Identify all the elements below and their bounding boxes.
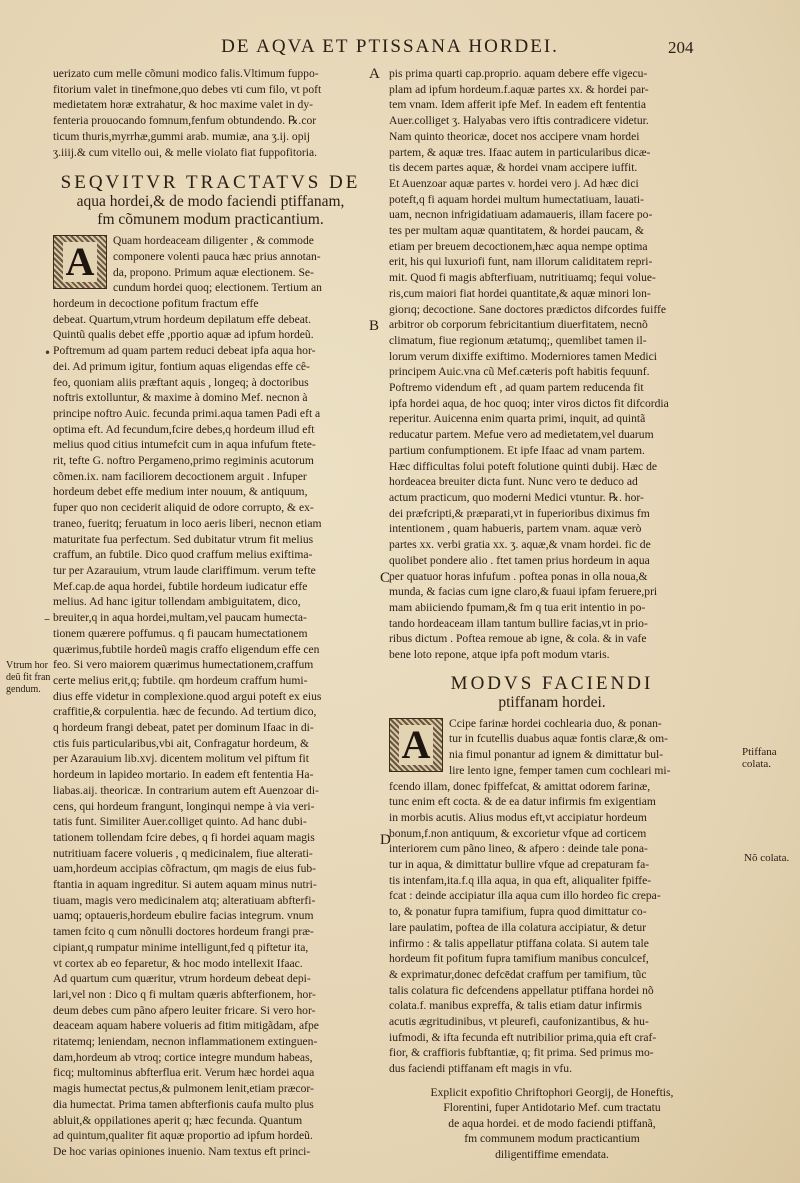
margin-note-line: gendum. xyxy=(6,684,41,695)
text-line: erit, his qui luxuriofi funt, nam illorum caliditatem repri- xyxy=(389,255,653,269)
explicit-colophon xyxy=(389,1085,715,1163)
decorated-initial xyxy=(389,718,443,772)
text-line: Auer.colliget ʒ. Halyabas vero iftis contradicere videtur. xyxy=(389,114,649,128)
explicit-line: diligentiffime emendata. xyxy=(495,1147,609,1161)
text-line: De hoc varias opiniones inuenio. Nam textus eft princi- xyxy=(53,1145,311,1158)
text-line: intentionem , quam habueris, partem vnam. aquæ verò xyxy=(389,522,642,536)
margin-note-ptissana-colata xyxy=(742,746,796,770)
text-line: nutritiuam facere volueris , q medicinalem, fiue alterati- xyxy=(53,846,313,860)
text-line: lare paulatim, poftea de illa colatura accipiatur, & detur xyxy=(389,920,647,934)
text-line: arbitror ob corporum febricitantium diuerfitatem, necnõ xyxy=(389,318,648,332)
text-line: & exprimatur,donec defcēdat craffum per tamifium, tũc xyxy=(389,967,647,981)
text-line: ticum thuris,myrrhæ,gummi arab. mumiæ, ana ʒ.ij. opij xyxy=(53,129,310,143)
text-line: partem, & aquæ tres. Ifaac autem in particularibus dicæ- xyxy=(389,145,651,159)
text-line: reducatur partem. Mefue vero ad medietatem,vel duarum xyxy=(389,428,654,442)
text-line: Poftremum ad quam partem reduci debeat ipfa aqua hor- xyxy=(53,344,316,358)
margin-note-non-colata xyxy=(744,852,800,864)
text-line: uam, necnon infrigidatiuam adamaueris, illam facere po- xyxy=(389,208,653,222)
text-line: uam,hordeum accipias cõfractum, qm magis de eius fub- xyxy=(53,862,317,876)
text-line: Poftremo videndum eft , ad quam partem reducenda fit xyxy=(389,381,644,395)
text-line: poteft,q fi aquam hordei multum humectatiuam, lauati- xyxy=(389,192,644,206)
text-line: talis colatura fic defcendens appellatur ptiffana hordei nõ xyxy=(389,983,654,997)
text-line: ficq; multominus abfterflua erit. Verum hæc hordei aqua xyxy=(53,1066,315,1080)
text-line: nia fimul ponantur ad ignem & dimittatur bul- xyxy=(449,748,664,762)
page-number: 204 xyxy=(668,38,694,57)
text-line: liabas.aij. theoricæ. In contrarium autem eft Auenzoar di- xyxy=(53,783,319,797)
method-title-line: ptiffanam hordei. xyxy=(498,693,606,711)
text-line: ʒ.iiij.& cum vitello oui, & melle violato fiat fuppofitoria. xyxy=(53,145,318,159)
text-line: certe melius erit,q; fubtile. qm hordeum craffum humi- xyxy=(53,673,308,687)
text-line: lorum verum dixiffe exiftimo. Moderniores tamen Medici xyxy=(389,349,657,363)
margin-mark: • xyxy=(44,346,52,360)
text-line: da, propono. Primum aquæ electionem. Se- xyxy=(113,265,314,279)
margin-note-line: colata. xyxy=(742,758,772,770)
text-line: principe noftro Auic. fecunda primi.aqua tamen Padi eft a xyxy=(53,406,321,420)
text-line: noftris extolluntur, & maxime à domino Mef. necnon à xyxy=(53,391,308,405)
method-title xyxy=(389,673,715,712)
text-line: lire lento igne, femper tamen cum cochleari mi- xyxy=(449,763,671,777)
treatise-title-line: fm cõmunem modum practicantium. xyxy=(97,211,324,229)
text-line: tionem quærere poffumus. q fi paucam humectationem xyxy=(53,626,308,640)
text-line: tatis funt. Similiter Auer.colliget quinto. Ad hanc dubi- xyxy=(53,815,307,829)
explicit-line: de aqua hordei. et de modo faciendi ptiffanã, xyxy=(448,1116,656,1130)
decorated-initial xyxy=(53,235,107,289)
text-line: ribus dictum . Poftea remoue ab igne, & cola. & in vafe xyxy=(389,632,647,646)
text-line: fenteria prouocando fomnum,fenfum obtundendo. ℞.cor xyxy=(53,114,317,128)
text-line: tiuam, magis vero medicinalem atq; alteratiuam abfterfi- xyxy=(53,893,316,907)
text-line: craffitie,& corpulentia. hæc de fecundo. Ad tertium dico, xyxy=(53,705,317,719)
text-line: Mef.cap.de aqua hordei, fubtile hordeum iudicatur effe xyxy=(53,579,308,593)
text-line: dam,hordeum ab vtroq; cortice integre mundum habeas, xyxy=(53,1050,313,1064)
text-line: deum debes cum pãno afpero leuiter fricare. Si vero hor- xyxy=(53,1003,316,1017)
text-line: in morbis acutis. Alius modus eft,vt accipiatur hordeum xyxy=(389,810,647,824)
text-line: quolibet pondere alio . ftet tamen prius hordeum in aqua xyxy=(389,553,650,567)
text-line: lari,vel non : Dico q fi multam quæris abfterfionem, hor- xyxy=(53,987,316,1001)
text-line: tem vnam. Idem afferit ipfe Mef. In eadem eft fententia xyxy=(389,98,646,112)
text-line: interiorem cum pãno lineo, & afpero : deinde tale pona- xyxy=(389,842,648,856)
text-line: plam ad ipfum hordeum.f.aquæ partes xx. & hordei par- xyxy=(389,82,649,96)
margin-mark: – xyxy=(44,612,50,626)
text-line: deaceam aquam habere volueris ad fitim mitigãdam, afpe xyxy=(53,1019,319,1033)
text-line: mit. Quod fi magis abfterfiuam, nutritiuamq; fequi volue- xyxy=(389,271,656,285)
text-line: optima eft. Ad fecundum,fcire debes,q hordeum illud eft xyxy=(53,422,315,436)
text-line: melius. Ad hanc igitur tollendam ambiguitatem, dico, xyxy=(53,595,301,609)
text-line: fior, & craffioris fubftantiæ, q; fit prima. Sed primus mo- xyxy=(389,1046,654,1060)
text-line: tur per Azarauium, vtrum laude clariffimum. verum tefte xyxy=(53,563,316,577)
text-line: rit, tefte G. noftro Pergameno,primo regiminis acutorum xyxy=(53,454,314,468)
text-line: cundum hordei quoq; electionem. Tertium an xyxy=(113,281,322,295)
text-line: acutis ægritudinibus, vt pleurefi, caufonizantibus, & hu- xyxy=(389,1015,649,1029)
text-line: feo, quoniam aliis præftant aquis , longeq; à doctoribus xyxy=(53,375,309,389)
running-header: DE AQVA ET PTISSANA HORDEI. xyxy=(221,36,559,57)
right-column xyxy=(389,66,715,1162)
text-line: hordeacea breuiter dicta funt. Nunc vero te deduco ad xyxy=(389,475,638,489)
text-line: pis prima quarti cap.proprio. aquam debere effe vigecu- xyxy=(389,67,648,80)
treatise-title xyxy=(53,172,368,229)
text-line: tando hordeaceam illam tantum bullire facias,vt in prio- xyxy=(389,616,648,630)
text-line: dei. Ad primum igitur, fontium aquas eligendas effe cê- xyxy=(53,359,310,373)
margin-note-left xyxy=(6,660,52,696)
left-column xyxy=(53,66,368,1160)
text-line: debeat. Quartum,vtrum hordeum depilatum effe debeat. xyxy=(53,312,311,326)
text-line: hordeum fit pofitum fupra tamifium manibus conculcef, xyxy=(389,952,649,966)
text-line: per Azarauium lib.xvj. dicentem molitum vel piftum fit xyxy=(53,752,309,766)
text-line: fitorium valet in tinefmone,quo debes vti cum filo, vt poft xyxy=(53,82,322,96)
text-line: uamq; optaueris,hordeum ebulire facias integrum. vnum xyxy=(53,909,314,923)
text-line: Et Auenzoar aquæ partes v. hordei vero j. Ad hæc dici xyxy=(389,176,639,190)
text-line: hordeum in decoctione pofitum fractum effe xyxy=(53,297,259,311)
text-line: tis intenfam,ita.f.q illa aqua, in qua eft, aliqualiter fpiffe- xyxy=(389,873,652,887)
text-line: cõmen.ix. nam faciliorem decoctionem arguit . Infuper xyxy=(53,469,307,483)
treatise-body xyxy=(53,233,368,1159)
text-line: dus faciendi ptiffanam eft magis in vfu. xyxy=(389,1062,572,1076)
text-line: fcendo illam, donec fpiffefcat, & amittat odorem farinæ, xyxy=(389,779,651,793)
text-line: actum practicum, quo moderni Medici vtuntur. ℞. hor- xyxy=(389,490,644,504)
text-line: uerizato cum melle cõmuni modico falis.Vltimum fuppo- xyxy=(53,67,319,80)
text-line: giorıq; decoctione. Sane doctores prædictos difcordes fuiffe xyxy=(389,302,666,316)
text-line: Ccipe farinæ hordei cochlearia duo, & ponan- xyxy=(449,716,662,730)
section-letter-c: C xyxy=(380,570,391,586)
initial-letter: A xyxy=(399,725,434,765)
text-line: dei præfcripti,& præparati,vt in fuperioribus diximus fm xyxy=(389,506,650,520)
text-line: tes per multam aquæ quantitatem, & hordei paucam, & xyxy=(389,224,644,238)
initial-letter: A xyxy=(63,242,98,282)
text-line: tur in fcutellis duabus aquæ fontis claræ,& om- xyxy=(449,732,668,746)
text-line: per quatuor horas infufum . poftea ponas in olla noua,& xyxy=(389,569,648,583)
text-line: iufmodi, & ifta fecunda eft nutribilior prima,quia eft craf- xyxy=(389,1030,657,1044)
explicit-line: Explicit expofitio Chriftophori Georgij, de Honeftis, xyxy=(430,1085,674,1099)
text-line: etiam per breuem decoctionem,hæc aqua nempe optima xyxy=(389,239,648,253)
text-line: craffum, an fubtile. Dico quod craffum melius exiftima- xyxy=(53,548,313,562)
text-line: ctis fuis particularibus,vbi ait, Confragatur hordeum, & xyxy=(53,736,309,750)
text-line: abluit,& oppilationes aperit q; hæc fecunda. Quantum xyxy=(53,1113,303,1127)
treatise-body-continued xyxy=(389,66,715,663)
text-line: partium confumptionem. Et ipfe Ifaac ad vnam partem. xyxy=(389,443,645,457)
text-line: mam abiiciendo fpumam,& fm q tua erit intentio in po- xyxy=(389,600,646,614)
text-line: dius effe videtur in complexione.quod argui poteft ex eius xyxy=(53,689,322,703)
text-line: fcat : deinde accipiatur illa aqua cum illo hordeo fic crepa- xyxy=(389,889,661,903)
explicit-line: fm communem modum practicantium xyxy=(464,1132,640,1146)
text-line: fuper quo non ceciderit aliquid de odore corrupto, & ex- xyxy=(53,501,314,515)
section-letter-a: A xyxy=(369,66,380,82)
text-line: to, & ponatur fupra tamifium, fupra quod dimittatur co- xyxy=(389,905,647,919)
text-line: tamen fcito q cum nõnulli doctores hordeum frangi præ- xyxy=(53,925,314,939)
margin-note-line: deũ fit fran xyxy=(6,672,51,683)
text-line: medietatem horæ extrahatur, & hoc maxime valet in dy- xyxy=(53,98,313,112)
text-line: Nam quinto theoricæ, docet nos accipere vnam hordei xyxy=(389,129,640,143)
text-line: vt cortex ab eo feparetur, & hoc modo intellexit Ifaac. xyxy=(53,956,303,970)
text-line: munda, & facias cum igne claro,& fuaui ipfam feruere,pri xyxy=(389,585,658,599)
text-line: q hordeum frangi debeat, patet per dominum Ifaac in di- xyxy=(53,721,314,735)
text-line: hordeum debet effe medium inter nouum, & antiquum, xyxy=(53,485,308,499)
text-line: bonum,f.non antiquum, & excorietur vfque ad corticem xyxy=(389,826,647,840)
text-line: cipiant,q rumpatur minime intelligunt,fed q piftetur ita, xyxy=(53,940,309,954)
text-line: tunc enim eft cocta. & de ea datur infirmis fm exigentiam xyxy=(389,795,656,809)
treatise-title-line: SEQVITVR TRACTATVS DE xyxy=(60,172,361,194)
text-line: ritatemq; leniendam, necnon inflammationem extinguen- xyxy=(53,1035,318,1049)
section-letter-b: B xyxy=(369,318,380,334)
text-line: tis decem partes aquæ, & hordei vnam accipere iuffit. xyxy=(389,161,638,175)
text-line: reperitur. Auicenna enim quarta primi, inquit, ad quintã xyxy=(389,412,646,426)
text-line: tationem tollendam fcire debes, q fi hordei aquam magis xyxy=(53,830,315,844)
text-line: tur in aqua, & dimittatur bullire vfque ad crepaturam fa- xyxy=(389,858,650,872)
text-line: componere volenti pauca hæc prius annotan- xyxy=(113,249,321,263)
text-line: dia humectat. Prima tamen abfterfionis caufa multo plus xyxy=(53,1097,314,1111)
margin-note-line: Ptiffana xyxy=(742,746,777,758)
text-line: colata.f. manibus expreffa, & talis etiam datur infirmis xyxy=(389,999,642,1013)
text-line: ris,cum maiori fiat hordei quantitate,& aquæ minori lon- xyxy=(389,286,651,300)
text-line: maturitate fua perfectum. Sed dubitatur vtrum fit melius xyxy=(53,532,314,546)
text-line: cens, qui hordeum frangunt, longinqui nempe à via veri- xyxy=(53,799,315,813)
text-line: infirmo : & talis appellatur ptiffana colata. Si autem tale xyxy=(389,936,649,950)
text-line: Quam hordeaceam diligenter , & commode xyxy=(113,234,314,248)
text-line: climatum, fiue regionum ætatumq;, quemlibet tamen il- xyxy=(389,333,647,347)
text-line: feo. Si vero maiorem quærimus humectationem,craffum xyxy=(53,658,314,672)
margin-note-line: Nõ colata. xyxy=(744,852,790,864)
text-line: hordeum in lapideo mortario. In eadem eft fententia Ha- xyxy=(53,768,314,782)
text-line: Quintũ qualis debet effe ,pportio aquæ ad ipfum hordeũ. xyxy=(53,328,314,342)
text-line: melius quod citius intumefcit cum in aqua infufum ftete- xyxy=(53,438,316,452)
text-line: ftantia in aquam ingreditur. Si autem aquam minus nutri- xyxy=(53,878,317,892)
text-line: Hæc difficultas folui poteft folutione quinti dubij. Hæc de xyxy=(389,459,658,473)
explicit-line: Florentini, fuper Antidotario Mef. cum tractatu xyxy=(443,1101,661,1115)
text-line: partes xx. verbi gratia xx. ʒ. aquæ,& vnam hordei. fic de xyxy=(389,538,651,552)
text-line: principem Auic.vna cũ Mef.cæteris poft habitis fequunf. xyxy=(389,365,650,379)
text-line: quærimus,fubtile hordeũ magis craffo eligendum effe cen xyxy=(53,642,320,656)
margin-note-line: Vtrum hor xyxy=(6,660,48,671)
method-title-line: MODVS FACIENDI xyxy=(450,672,654,694)
text-line: breuiter,q in aqua hordei,multam,vel paucam humecta- xyxy=(53,611,307,625)
text-line: ipfa hordei aqua, de hoc quoq; inter viros dictos fit difcordia xyxy=(389,396,669,410)
treatise-title-line: aqua hordei,& de modo faciendi ptiffanam, xyxy=(76,193,345,211)
section-letter-d: D xyxy=(380,832,391,848)
text-line: magis humectat pectus,& pulmonem lenit,etiam præcor- xyxy=(53,1082,314,1096)
text-line: Ad quartum cum quæritur, vtrum hordeum debeat depi- xyxy=(53,972,311,986)
text-line: bene loto repone, atque ipfa poft modum vtaris. xyxy=(389,648,610,662)
intro-paragraph xyxy=(53,66,368,160)
text-line: traneo, fueritq; feruatum in loco aeris liberi, necnon etiam xyxy=(53,516,322,530)
text-line: ad quintum,qualiter fit aquæ proportio ad ipfum hordeũ. xyxy=(53,1129,313,1143)
